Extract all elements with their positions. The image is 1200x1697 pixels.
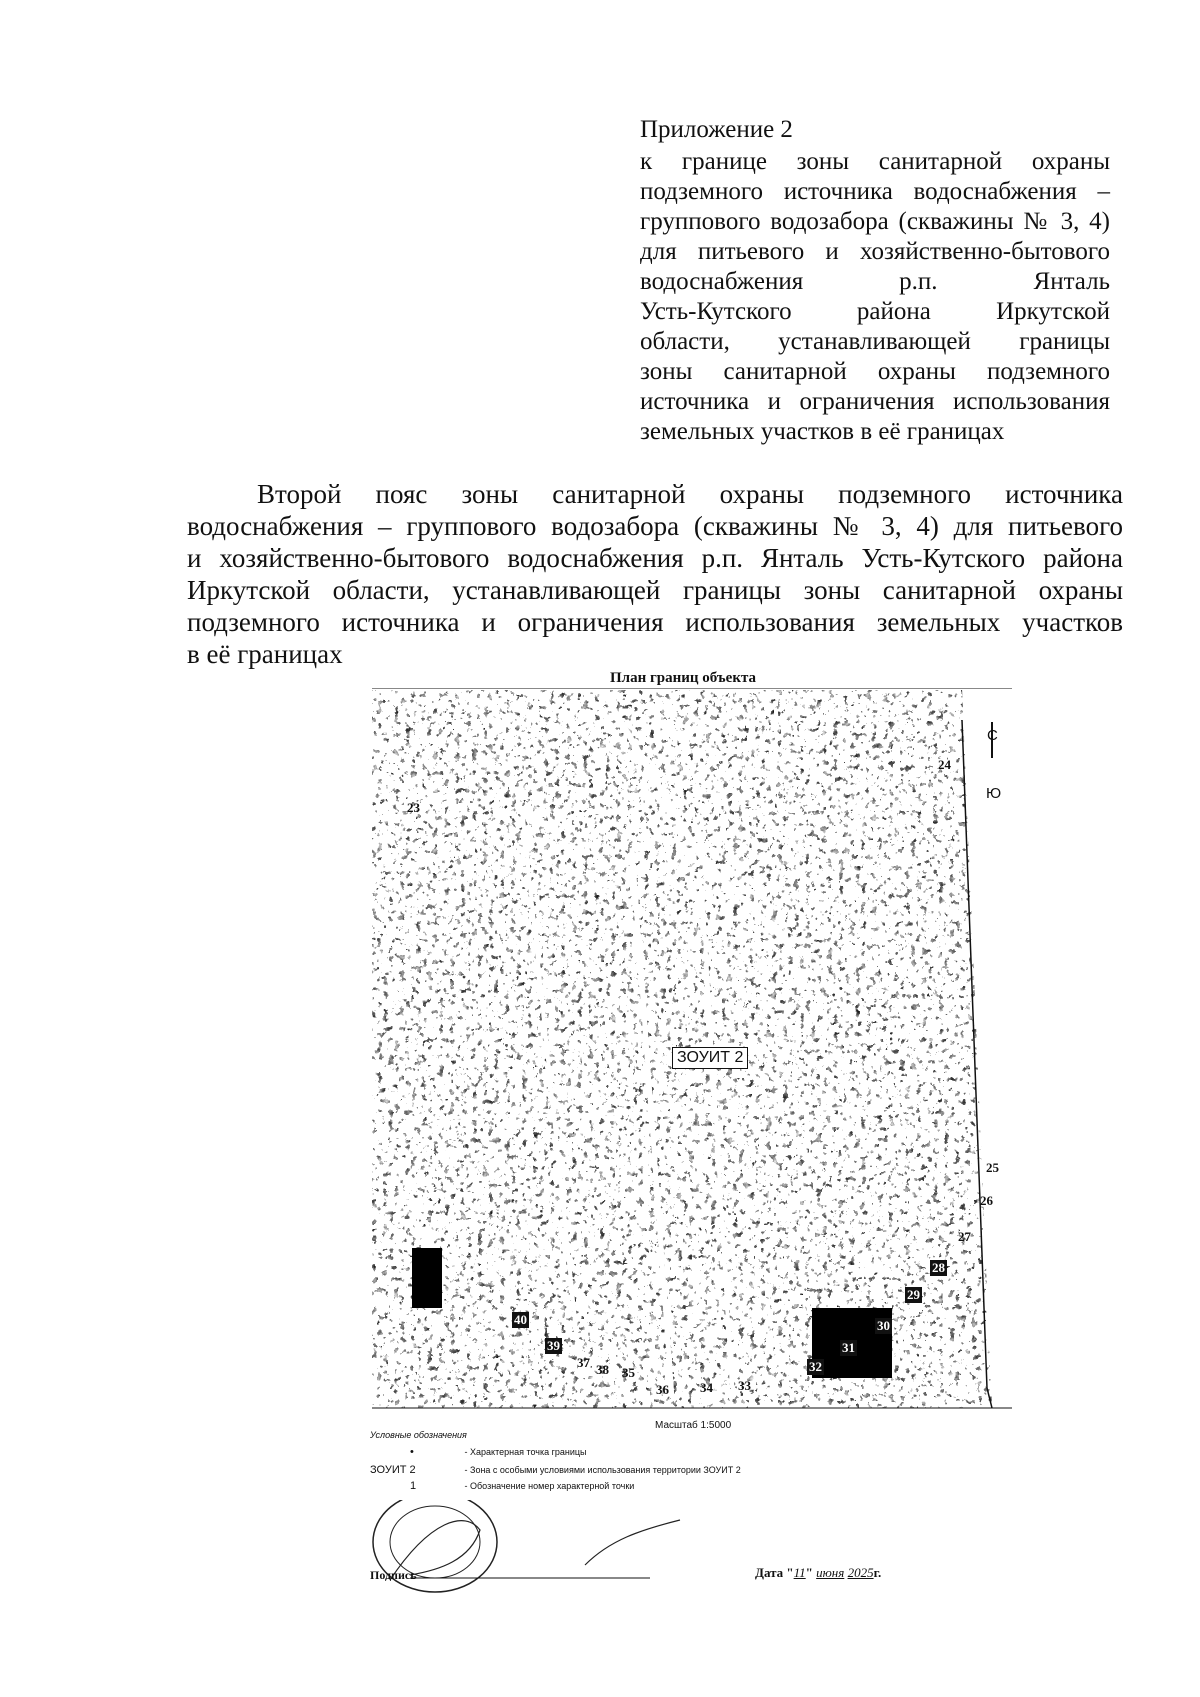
date-year: 2025 — [847, 1565, 874, 1580]
appendix-line: Усть-Кутского района Иркутской — [640, 298, 1110, 325]
south-label: Ю — [986, 785, 1002, 802]
point-label: 27 — [958, 1229, 971, 1244]
paragraph-line: Иркутской области, устанавливающей границы зоны санитарной охраны — [187, 575, 1123, 605]
legend-header: Условные обозначения — [370, 1430, 467, 1440]
point-label: 35 — [622, 1365, 635, 1380]
appendix-line: земельных участков в её границах — [640, 418, 1005, 445]
point-label: 40 — [514, 1312, 527, 1327]
point-label: 38 — [596, 1362, 609, 1377]
stamp-and-signature — [370, 1500, 990, 1620]
paragraph-line: в её границах — [187, 639, 343, 669]
point-label: 31 — [842, 1340, 855, 1355]
point-label: 23 — [407, 800, 420, 815]
north-label: С — [987, 727, 998, 744]
signature-label: Подпись — [370, 1568, 417, 1582]
appendix-line: зоны санитарной охраны подземного — [640, 358, 1110, 385]
paragraph-line: водоснабжения – группового водозабора (скважины № 3, 4) для питьевого — [187, 511, 1123, 541]
legend-row — [370, 1464, 741, 1476]
point-label: 30 — [877, 1318, 890, 1333]
point-label: 32 — [809, 1359, 822, 1374]
legend-row — [370, 1446, 587, 1458]
legend-text: - Характерная точка границы — [464, 1447, 587, 1457]
signature-area — [370, 1500, 990, 1620]
point-marker-icon: • — [410, 1446, 414, 1458]
point-label: 26 — [980, 1193, 993, 1208]
date-day: 11 — [793, 1565, 806, 1580]
zone-label: ЗОУИТ 2 — [672, 1047, 748, 1069]
appendix-line: водоснабжения р.п. Янталь — [640, 268, 1110, 295]
point-label: 37 — [577, 1355, 590, 1370]
main-paragraph — [187, 478, 1123, 670]
date-month: июня — [816, 1565, 845, 1580]
appendix-header — [640, 115, 1110, 447]
appendix-line: группового водозабора (скважины № 3, 4) — [640, 208, 1110, 235]
map-title: План границ объекта — [610, 670, 757, 686]
paragraph-line: и хозяйственно-бытового водоснабжения р.п. Янталь Усть-Кутского района — [187, 543, 1123, 573]
dark-block — [412, 1248, 442, 1308]
point-label: 36 — [656, 1382, 669, 1397]
date-field: Дата "11" июня 2025г. — [755, 1565, 882, 1580]
date-prefix: Дата " — [755, 1565, 794, 1580]
appendix-title: Приложение 2 — [640, 116, 793, 143]
appendix-line: источника и ограничения использования — [640, 388, 1110, 415]
legend-symbol: ЗОУИТ 2 — [370, 1464, 416, 1476]
point-label: 28 — [932, 1260, 945, 1275]
map-scale: Масштаб 1:5000 — [655, 1420, 732, 1431]
point-label: 34 — [700, 1380, 713, 1395]
paragraph-line: Второй пояс зоны санитарной охраны подземного источника — [257, 479, 1123, 509]
point-label: 24 — [938, 757, 951, 772]
date-suffix: г. — [873, 1565, 882, 1580]
point-label: 25 — [986, 1160, 999, 1175]
paragraph-line: подземного источника и ограничения использования земельных участков — [187, 607, 1123, 637]
legend-text: - Обозначение номер характерной точки — [464, 1481, 635, 1491]
appendix-line: к границе зоны санитарной охраны — [640, 148, 1110, 175]
point-label: 29 — [907, 1287, 920, 1302]
signature-flourish — [585, 1520, 680, 1565]
appendix-line: подземного источника водоснабжения – — [640, 178, 1110, 205]
appendix-line: для питьевого и хозяйственно-бытового — [640, 238, 1110, 265]
legend-symbol: 1 — [410, 1480, 417, 1492]
appendix-line: области, устанавливающей границы — [640, 328, 1110, 355]
legend-text: - Зона с особыми условиями использования территории ЗОУИТ 2 — [464, 1465, 741, 1475]
point-label: 33 — [738, 1378, 751, 1393]
point-label: 39 — [547, 1338, 560, 1353]
legend-row — [370, 1480, 634, 1492]
